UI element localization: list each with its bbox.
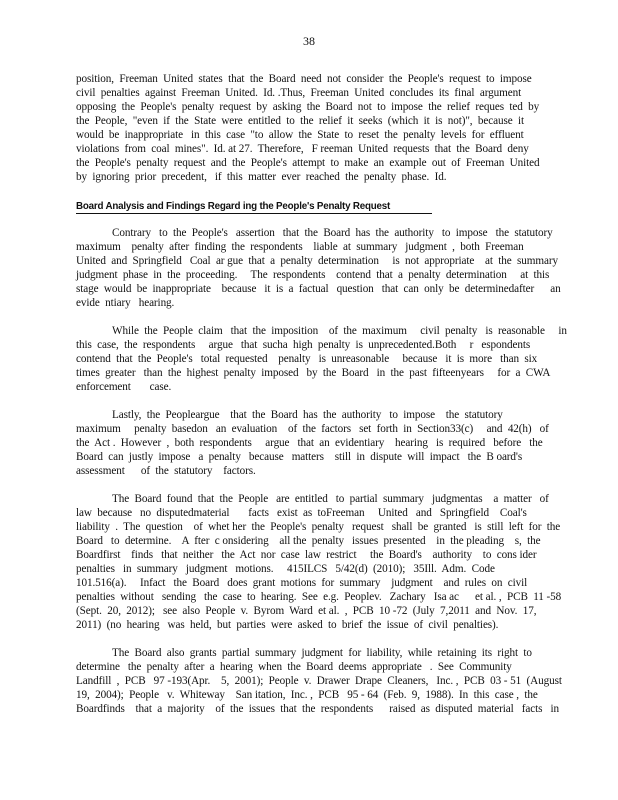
text-line: the Act . However , both respondents argue that an evidentiary hearing is required before the [76,437,543,449]
text-line: violations from coal mines". Id. at 27. Therefore, F reeman United requests that the Board deny [76,143,529,155]
text-line: enforcement case. [76,381,172,393]
text-line: Landfill , PCB 97 -193(Apr. 5, 2001); People v. Drawer Drape Cleaners, Inc. , PCB 03 - 51 (August [76,675,562,687]
text-line: The Board found that the People are entitled to partial summary judgmentas a matter of [112,493,549,505]
text-line: 19, 2004); People v. Whiteway San itation, Inc. , PCB 95 - 64 (Feb. 9, 1988). In this case , the [76,689,538,701]
text-line: 2011) (no hearing was held, but parties were asked to brief the issue of civil penalties). [76,619,499,631]
text-line: by ignoring prior precedent, if this matter ever reached the penalty phase. Id. [76,171,447,183]
text-line: Lastly, the Peopleargue that the Board has the authority to impose the statutory [112,409,503,421]
text-line: determine the penalty after a hearing when the Board deems appropriate . See Community [76,661,512,673]
text-line: times greater than the highest penalty imposed by the Board in the past fifteenyears for a CWA [76,367,551,379]
text-line: this case, the respondents argue that sucha high penalty is unprecedented.Both r espondents [76,339,531,351]
text-line: Contrary to the People's assertion that the Board has the authority to impose the statutory [112,227,553,239]
text-line: Board to determine. A fter c onsidering all the penalty issues presented in the pleading s, the [76,535,541,547]
text-line: position, Freeman United states that the Board need not consider the People's request to impose [76,73,532,85]
text-line: penalties without sending the case to hearing. See e.g. Peoplev. Zachary Isa ac et al. , PCB 11 -58 [76,591,562,603]
text-line: the People, "even if the State were entitled to the relief it seeks (which it is not)", because it [76,115,525,127]
text-line: penalties in summary judgment motions. 415ILCS 5/42(d) (2010); 35Ill. Adm. Code [76,563,495,575]
text-line: assessment of the statutory factors. [76,465,256,477]
text-line: (Sept. 20, 2012); see also People v. Byrom Ward et al. , PCB 10 -72 (July 7,2011 and Nov. 17, [76,605,537,617]
text-line: judgment phase in the proceeding. The respondents contend that a penalty determination at this [76,269,550,281]
text-line: opposing the People's penalty request by asking the Board not to impose the relief reques ted by [76,101,540,113]
text-line: While the People claim that the imposition of the maximum civil penalty is reasonable in [112,325,567,337]
text-line: Boardfinds that a majority of the issues that the respondents raised as disputed material facts in [76,703,559,715]
text-line: the People's penalty request and the People's attempt to make an example out of Freeman United [76,157,540,169]
text-line: contend that the People's total requested penalty is unreasonable because it is more than six [76,353,538,365]
text-line: United and Springfield Coal ar gue that a penalty determination is not appropriate at the summary [76,255,558,267]
text-line: 101.516(a). Infact the Board does grant motions for summary judgment and rules on civil [76,577,528,589]
text-line: law because no disputedmaterial facts exist as toFreeman United and Springfield Coal's [76,507,527,519]
text-line: Board can justly impose a penalty because matters still in dispute will impact the B oard's [76,451,523,463]
page-number: 38 [303,34,315,48]
text-line: would be inappropriate in this case "to allow the State to reset the penalty levels for effluent [76,129,524,141]
text-line: civil penalties against Freeman United. Id. .Thus, Freeman United concludes its final argument [76,87,522,99]
section-heading: Board Analysis and Findings Regard ing the People's Penalty Request [76,201,432,214]
text-line: maximum penalty after finding the respondents liable at summary judgment , both Freeman [76,241,524,253]
text-line: evide ntiary hearing. [76,297,175,309]
text-line: stage would be inappropriate because it is a factual question that can only be determinedafter an [76,283,561,295]
text-line: Boardfirst finds that neither the Act nor case law restrict the Board's authority to cons ider [76,549,537,561]
text-line: liability . The question of whet her the People's penalty request shall be granted is still left for the [76,521,561,533]
text-line: The Board also grants partial summary judgment for liability, while retaining its right to [112,647,532,659]
text-line: maximum penalty basedon an evaluation of the factors set forth in Section33(c) and 42(h) of [76,423,549,435]
